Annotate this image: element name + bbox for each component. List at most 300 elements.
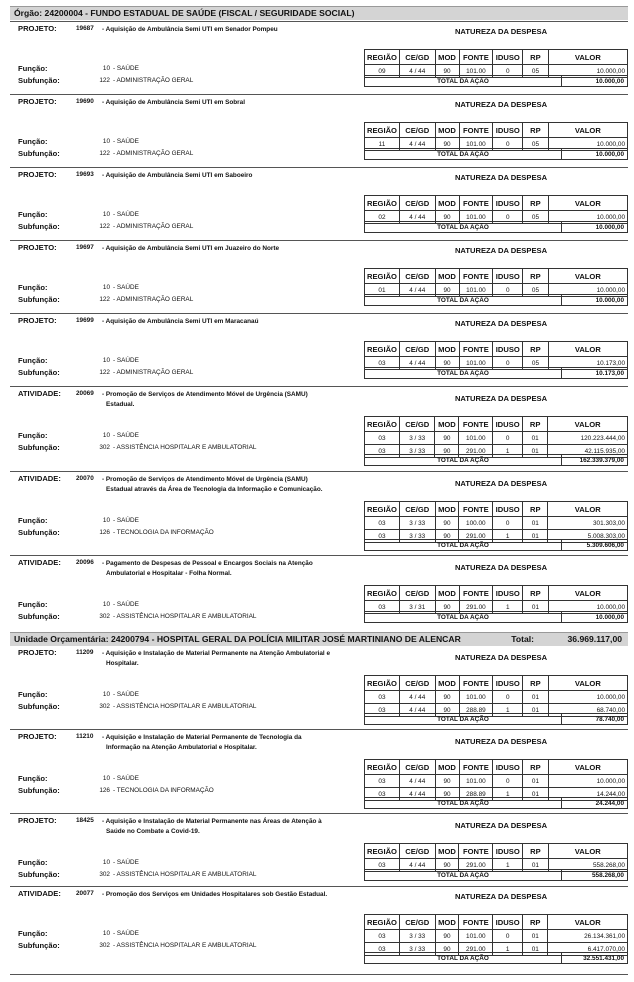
column-header: IDUSO xyxy=(493,676,523,691)
column-header: FONTE xyxy=(459,269,493,284)
action-code: 19697 xyxy=(76,244,94,251)
natureza-title: NATUREZA DA DESPESA xyxy=(454,319,548,328)
column-header: VALOR xyxy=(548,586,627,601)
total-label: TOTAL DA AÇÃO xyxy=(437,955,489,962)
action-kind: ATIVIDADE: xyxy=(18,558,61,567)
total-row xyxy=(364,539,628,551)
funcao-name: - SAÚDE xyxy=(113,691,139,698)
funcao-name: - SAÚDE xyxy=(113,601,139,608)
natureza-title: NATUREZA DA DESPESA xyxy=(454,653,548,662)
table-cell: 01 xyxy=(523,859,548,872)
table-cell: 0 xyxy=(493,138,523,151)
table-cell: 1 xyxy=(493,704,523,717)
column-header: IDUSO xyxy=(493,844,523,859)
description-line: - Aquisição de Ambulância Semi UTI em Maracanaú xyxy=(102,318,259,325)
table-cell: 05 xyxy=(523,357,548,370)
action-block xyxy=(10,558,628,628)
action-code: 19693 xyxy=(76,171,94,178)
total-value: 162.339.379,00 xyxy=(579,457,624,464)
table-cell: 0 xyxy=(493,775,523,788)
total-row xyxy=(364,454,628,466)
table-cell: 01 xyxy=(523,432,548,445)
funcao-label: Função: xyxy=(18,774,48,783)
table-cell: 10.000,00 xyxy=(548,211,627,224)
column-header: MOD xyxy=(435,915,459,930)
funcao-label: Função: xyxy=(18,137,48,146)
total-separator xyxy=(561,222,562,232)
column-header: CE/GD xyxy=(399,342,435,357)
action-block xyxy=(10,732,628,807)
table-cell: 90 xyxy=(435,284,459,297)
table-cell: 90 xyxy=(435,788,459,801)
table-cell: 90 xyxy=(435,601,459,614)
total-value: 10.000,00 xyxy=(595,224,624,231)
funcao-code: 10 xyxy=(102,138,110,145)
funcao-name: - SAÚDE xyxy=(113,65,139,72)
table-cell: 01 xyxy=(523,691,548,704)
block-divider xyxy=(10,886,628,887)
subfuncao-label: Subfunção: xyxy=(18,443,60,452)
table-cell: 42.115.935,00 xyxy=(548,445,628,458)
funcao-label: Função: xyxy=(18,858,48,867)
total-separator xyxy=(561,76,562,86)
table-cell: 101.00 xyxy=(459,930,493,943)
column-header: RP xyxy=(523,502,548,517)
table-header-row xyxy=(365,417,628,432)
description-line: - Aquisição de Ambulância Semi UTI em Saboeiro xyxy=(102,172,253,179)
unidade-label: Unidade Orçamentária: 24200794 - HOSPITAL GERAL DA POLÍCIA MILITAR JOSÉ MARTINIANO DE ALENCAR xyxy=(14,634,461,644)
natureza-title: NATUREZA DA DESPESA xyxy=(454,737,548,746)
orgao-label: Órgão: 24200004 - FUNDO ESTADUAL DE SAÚDE (FISCAL / SEGURIDADE SOCIAL) xyxy=(14,8,355,18)
funcao-name: - SAÚDE xyxy=(113,211,139,218)
description-line: Saúde no Combate a Covid-19. xyxy=(106,828,200,835)
despesa-table xyxy=(364,585,628,614)
description-line: - Aquisição de Ambulância Semi UTI em Juazeiro do Norte xyxy=(102,245,280,252)
table-cell: 90 xyxy=(435,432,459,445)
action-description xyxy=(102,475,342,495)
action-code: 11210 xyxy=(76,733,94,740)
action-code: 19699 xyxy=(76,317,94,324)
subfuncao-code: 302 xyxy=(99,703,110,710)
table-cell: 90 xyxy=(435,530,459,543)
table-cell: 11 xyxy=(365,138,400,151)
total-value: 10.000,00 xyxy=(595,614,624,621)
subfuncao-label: Subfunção: xyxy=(18,295,60,304)
table-cell: 558.268,00 xyxy=(548,859,627,872)
funcao-label: Função: xyxy=(18,356,48,365)
table-header-row xyxy=(365,676,628,691)
table-cell: 0 xyxy=(493,65,523,78)
despesa-table xyxy=(364,268,628,297)
column-header: IDUSO xyxy=(493,586,523,601)
total-separator xyxy=(561,714,562,724)
subfuncao-code: 126 xyxy=(99,529,110,536)
column-header: REGIÃO xyxy=(365,50,400,65)
funcao-label: Função: xyxy=(18,600,48,609)
table-header-row xyxy=(365,844,628,859)
table-cell: 02 xyxy=(365,211,400,224)
table-cell: 01 xyxy=(523,530,548,543)
block-divider xyxy=(10,555,628,556)
table-cell: 101.00 xyxy=(459,211,493,224)
natureza-title: NATUREZA DA DESPESA xyxy=(454,100,548,109)
funcao-name: - SAÚDE xyxy=(113,859,139,866)
subfuncao-name: - ASSISTÊNCIA HOSPITALAR E AMBULATORIAL xyxy=(113,444,257,451)
subfuncao-name: - TECNOLOGIA DA INFORMAÇÃO xyxy=(113,787,214,794)
funcao-label: Função: xyxy=(18,690,48,699)
column-header: RP xyxy=(523,50,548,65)
column-header: FONTE xyxy=(459,123,493,138)
funcao-code: 10 xyxy=(102,284,110,291)
total-row xyxy=(364,611,628,623)
action-kind: PROJETO: xyxy=(18,816,57,825)
column-header: MOD xyxy=(435,50,459,65)
table-cell: 03 xyxy=(365,357,400,370)
table-cell: 90 xyxy=(435,775,459,788)
action-code: 11209 xyxy=(76,649,94,656)
subfuncao-label: Subfunção: xyxy=(18,786,60,795)
total-value: 24.244,00 xyxy=(595,800,624,807)
action-description xyxy=(102,317,342,327)
despesa-table xyxy=(364,122,628,151)
column-header: FONTE xyxy=(459,342,493,357)
block-divider xyxy=(10,471,628,472)
table-cell: 291.00 xyxy=(459,859,493,872)
natureza-title: NATUREZA DA DESPESA xyxy=(454,892,548,901)
funcao-name: - SAÚDE xyxy=(113,138,139,145)
column-header: MOD xyxy=(435,676,459,691)
funcao-name: - SAÚDE xyxy=(113,284,139,291)
subfuncao-code: 302 xyxy=(99,942,110,949)
table-cell: 4 / 44 xyxy=(399,357,435,370)
action-block xyxy=(10,474,628,549)
description-line: - Promoção de Serviços de Atendimento Móvel de Urgência (SAMU) xyxy=(102,391,308,398)
table-row xyxy=(365,775,628,788)
table-cell: 3 / 33 xyxy=(399,445,435,458)
table-cell: 1 xyxy=(493,788,523,801)
action-description xyxy=(102,649,342,669)
table-cell: 03 xyxy=(365,859,400,872)
funcao-name: - SAÚDE xyxy=(113,775,139,782)
column-header: RP xyxy=(523,123,548,138)
column-header: MOD xyxy=(435,586,459,601)
column-header: MOD xyxy=(435,760,459,775)
table-cell: 90 xyxy=(435,445,459,458)
subfuncao-code: 122 xyxy=(99,369,110,376)
funcao-name: - SAÚDE xyxy=(113,930,139,937)
column-header: MOD xyxy=(435,502,459,517)
natureza-title: NATUREZA DA DESPESA xyxy=(454,27,548,36)
subfuncao-label: Subfunção: xyxy=(18,76,60,85)
description-line: - Aquisição de Ambulância Semi UTI em Senador Pompeu xyxy=(102,26,278,33)
table-cell: 291.00 xyxy=(459,530,493,543)
column-header: CE/GD xyxy=(399,586,435,601)
column-header: IDUSO xyxy=(493,123,523,138)
action-kind: PROJETO: xyxy=(18,648,57,657)
column-header: FONTE xyxy=(459,844,493,859)
column-header: FONTE xyxy=(459,417,493,432)
column-header: RP xyxy=(523,417,548,432)
total-separator xyxy=(561,870,562,880)
description-line: Estadual através da Área de Tecnologia da Informação e Comunicação. xyxy=(106,486,323,493)
total-row xyxy=(364,869,628,881)
block-divider xyxy=(10,729,628,730)
description-line: Ambulatorial e Hospitalar - Folha Normal. xyxy=(106,570,232,577)
block-divider xyxy=(10,167,628,168)
column-header: CE/GD xyxy=(399,123,435,138)
table-cell: 3 / 31 xyxy=(399,601,435,614)
column-header: MOD xyxy=(435,342,459,357)
subfuncao-label: Subfunção: xyxy=(18,528,60,537)
despesa-table xyxy=(364,341,628,370)
column-header: REGIÃO xyxy=(365,844,400,859)
table-row xyxy=(365,691,628,704)
table-cell: 03 xyxy=(365,517,400,530)
table-cell: 3 / 33 xyxy=(399,930,435,943)
column-header: CE/GD xyxy=(399,676,435,691)
funcao-label: Função: xyxy=(18,283,48,292)
table-row xyxy=(365,930,628,943)
block-divider xyxy=(10,21,628,22)
table-cell: 01 xyxy=(365,284,400,297)
table-cell: 4 / 44 xyxy=(399,691,435,704)
table-cell: 90 xyxy=(435,138,459,151)
table-cell: 90 xyxy=(435,943,459,956)
despesa-table xyxy=(364,675,628,717)
natureza-title: NATUREZA DA DESPESA xyxy=(454,394,548,403)
funcao-code: 10 xyxy=(102,691,110,698)
description-line: - Aquisição de Ambulância Semi UTI em Sobral xyxy=(102,99,245,106)
despesa-table xyxy=(364,501,628,543)
table-cell: 4 / 44 xyxy=(399,788,435,801)
table-cell: 03 xyxy=(365,943,400,956)
column-header: CE/GD xyxy=(399,844,435,859)
table-cell: 05 xyxy=(523,138,548,151)
column-header: REGIÃO xyxy=(365,123,400,138)
column-header: RP xyxy=(523,760,548,775)
total-value: 10.000,00 xyxy=(595,297,624,304)
funcao-code: 10 xyxy=(102,859,110,866)
table-cell: 6.417.070,00 xyxy=(548,943,628,956)
description-line: - Aquisição e Instalação de Material Permanente na Atenção Ambulatorial e xyxy=(102,650,330,657)
funcao-code: 10 xyxy=(102,357,110,364)
action-description xyxy=(102,817,342,837)
subfuncao-code: 122 xyxy=(99,223,110,230)
column-header: IDUSO xyxy=(493,50,523,65)
total-row xyxy=(364,294,628,306)
table-row xyxy=(365,517,628,530)
table-cell: 0 xyxy=(493,930,523,943)
column-header: RP xyxy=(523,586,548,601)
natureza-title: NATUREZA DA DESPESA xyxy=(454,173,548,182)
column-header: CE/GD xyxy=(399,915,435,930)
column-header: RP xyxy=(523,915,548,930)
despesa-table xyxy=(364,195,628,224)
table-cell: 4 / 44 xyxy=(399,211,435,224)
subfuncao-label: Subfunção: xyxy=(18,368,60,377)
table-header-row xyxy=(365,50,628,65)
table-cell: 03 xyxy=(365,930,400,943)
table-cell: 101.00 xyxy=(459,775,493,788)
action-description xyxy=(102,98,342,108)
total-value: 10.000,00 xyxy=(595,78,624,85)
table-cell: 03 xyxy=(365,788,400,801)
action-description xyxy=(102,244,342,254)
column-header: CE/GD xyxy=(399,196,435,211)
table-cell: 100.00 xyxy=(459,517,493,530)
block-divider xyxy=(10,94,628,95)
action-description xyxy=(102,733,342,753)
action-kind: PROJETO: xyxy=(18,732,57,741)
action-kind: PROJETO: xyxy=(18,243,57,252)
table-cell: 03 xyxy=(365,530,400,543)
table-cell: 03 xyxy=(365,445,400,458)
action-description xyxy=(102,559,342,579)
subfuncao-code: 302 xyxy=(99,871,110,878)
column-header: IDUSO xyxy=(493,760,523,775)
table-cell: 1 xyxy=(493,859,523,872)
total-label: TOTAL DA AÇÃO xyxy=(437,872,489,879)
table-cell: 101.00 xyxy=(459,691,493,704)
table-header-row xyxy=(365,915,628,930)
subfuncao-code: 122 xyxy=(99,296,110,303)
column-header: MOD xyxy=(435,123,459,138)
table-cell: 101.00 xyxy=(459,65,493,78)
despesa-table xyxy=(364,914,628,956)
funcao-code: 10 xyxy=(102,930,110,937)
unidade-header xyxy=(10,632,628,646)
despesa-table xyxy=(364,49,628,78)
table-cell: 90 xyxy=(435,859,459,872)
action-block xyxy=(10,316,628,386)
table-cell: 10.173,00 xyxy=(548,357,627,370)
table-cell: 03 xyxy=(365,775,400,788)
total-label: TOTAL DA AÇÃO xyxy=(437,716,489,723)
table-cell: 01 xyxy=(523,943,548,956)
column-header: REGIÃO xyxy=(365,196,400,211)
column-header: VALOR xyxy=(548,269,627,284)
column-header: REGIÃO xyxy=(365,586,400,601)
table-header-row xyxy=(365,502,628,517)
table-cell: 90 xyxy=(435,65,459,78)
subfuncao-name: - ADMINISTRAÇÃO GERAL xyxy=(113,296,194,303)
table-cell: 03 xyxy=(365,601,400,614)
column-header: MOD xyxy=(435,417,459,432)
table-cell: 288.89 xyxy=(459,704,493,717)
table-cell: 10.000,00 xyxy=(548,601,627,614)
description-line: Hospitalar. xyxy=(106,660,139,667)
table-cell: 90 xyxy=(435,691,459,704)
table-header-row xyxy=(365,586,628,601)
action-code: 20070 xyxy=(76,475,94,482)
table-cell: 01 xyxy=(523,601,548,614)
block-divider xyxy=(10,240,628,241)
table-cell: 90 xyxy=(435,930,459,943)
subfuncao-code: 126 xyxy=(99,787,110,794)
funcao-code: 10 xyxy=(102,211,110,218)
table-cell: 90 xyxy=(435,517,459,530)
description-line: - Pagamento de Despesas de Pessoal e Encargos Sociais na Atenção xyxy=(102,560,313,567)
total-label: TOTAL DA AÇÃO xyxy=(437,370,489,377)
column-header: IDUSO xyxy=(493,269,523,284)
table-cell: 90 xyxy=(435,704,459,717)
total-separator xyxy=(561,798,562,808)
action-code: 18425 xyxy=(76,817,94,824)
table-cell: 0 xyxy=(493,211,523,224)
table-cell: 05 xyxy=(523,65,548,78)
column-header: VALOR xyxy=(548,915,628,930)
table-cell: 291.00 xyxy=(459,445,493,458)
column-header: IDUSO xyxy=(493,342,523,357)
table-cell: 0 xyxy=(493,284,523,297)
column-header: FONTE xyxy=(459,586,493,601)
despesa-table xyxy=(364,416,628,458)
subfuncao-name: - ASSISTÊNCIA HOSPITALAR E AMBULATORIAL xyxy=(113,703,257,710)
natureza-title: NATUREZA DA DESPESA xyxy=(454,479,548,488)
column-header: REGIÃO xyxy=(365,676,400,691)
table-cell: 01 xyxy=(523,704,548,717)
total-label: TOTAL DA AÇÃO xyxy=(437,224,489,231)
table-cell: 0 xyxy=(493,691,523,704)
table-cell: 4 / 44 xyxy=(399,284,435,297)
action-block xyxy=(10,648,628,723)
bottom-rule xyxy=(10,974,628,975)
column-header: IDUSO xyxy=(493,915,523,930)
table-cell: 05 xyxy=(523,211,548,224)
despesa-table xyxy=(364,843,628,872)
column-header: REGIÃO xyxy=(365,269,400,284)
table-cell: 101.00 xyxy=(459,284,493,297)
column-header: MOD xyxy=(435,269,459,284)
total-label: TOTAL DA AÇÃO xyxy=(437,542,489,549)
description-line: - Aquisição e Instalação de Material Permanente de Tecnologia da xyxy=(102,734,302,741)
table-cell: 4 / 44 xyxy=(399,138,435,151)
total-row xyxy=(364,952,628,964)
total-separator xyxy=(561,455,562,465)
action-kind: ATIVIDADE: xyxy=(18,889,61,898)
total-label: TOTAL DA AÇÃO xyxy=(437,78,489,85)
column-header: VALOR xyxy=(548,760,627,775)
subfuncao-name: - ADMINISTRAÇÃO GERAL xyxy=(113,369,194,376)
table-cell: 68.740,00 xyxy=(548,704,627,717)
action-block xyxy=(10,170,628,240)
action-block xyxy=(10,816,628,886)
total-separator xyxy=(561,540,562,550)
subfuncao-code: 302 xyxy=(99,613,110,620)
total-separator xyxy=(561,149,562,159)
column-header: VALOR xyxy=(548,50,627,65)
action-description xyxy=(102,390,342,410)
natureza-title: NATUREZA DA DESPESA xyxy=(454,563,548,572)
column-header: FONTE xyxy=(459,760,493,775)
funcao-name: - SAÚDE xyxy=(113,517,139,524)
action-kind: ATIVIDADE: xyxy=(18,474,61,483)
total-separator xyxy=(561,612,562,622)
column-header: IDUSO xyxy=(493,417,523,432)
total-row xyxy=(364,797,628,809)
column-header: MOD xyxy=(435,844,459,859)
subfuncao-name: - ADMINISTRAÇÃO GERAL xyxy=(113,223,194,230)
table-cell: 10.000,00 xyxy=(548,138,627,151)
column-header: VALOR xyxy=(548,502,628,517)
table-header-row xyxy=(365,269,628,284)
natureza-title: NATUREZA DA DESPESA xyxy=(454,246,548,255)
table-header-row xyxy=(365,123,628,138)
table-cell: 01 xyxy=(523,930,548,943)
total-separator xyxy=(561,295,562,305)
block-divider xyxy=(10,313,628,314)
action-block xyxy=(10,97,628,167)
